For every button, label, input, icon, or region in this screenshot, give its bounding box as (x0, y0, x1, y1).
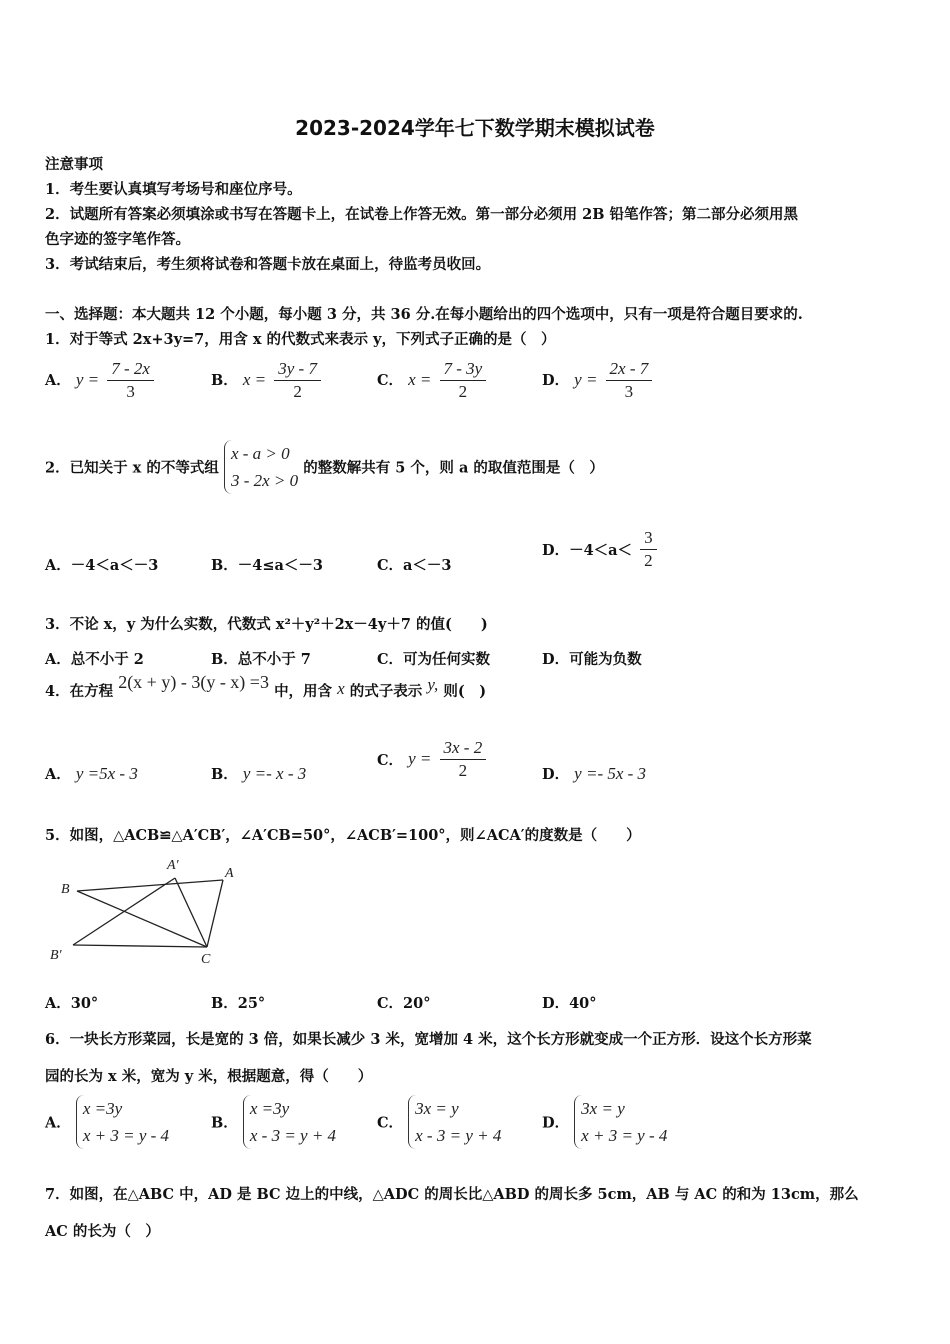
option-label: A． (45, 766, 71, 783)
option-label: C． (377, 752, 404, 769)
system-line: x - a > 0 (230, 444, 290, 463)
math-lhs: y = (408, 749, 432, 768)
system-line: 3x = y (415, 1099, 459, 1118)
segment-ba (77, 880, 223, 891)
math-lhs: y = (574, 370, 598, 389)
q4-option-c[interactable] (377, 737, 486, 782)
question-1-stem: 1．对于等式 2x+3y=7，用含 x 的代数式来表示 y，下列式子正确的是（ ） (45, 331, 556, 348)
segment-a2c (175, 878, 207, 947)
fraction (440, 737, 487, 782)
denominator: 2 (458, 382, 468, 401)
numerator: 2x - 7 (606, 358, 653, 381)
question-6-stem: 6．一块长方形菜园，长是宽的 3 倍，如果长减少 3 米，宽增加 4 米，这个长方形就变成一个正方形．设这个长方形菜 (45, 1031, 812, 1048)
numerator: 7 - 3y (440, 358, 487, 381)
stem-text: 的整数解共有 5 个，则 a 的取值范围是（ ） (303, 459, 604, 477)
q2-option-c[interactable]: C．a＜－3 (377, 557, 452, 574)
q4-option-b[interactable] (211, 763, 306, 784)
math-expr: y =- x - 3 (242, 764, 307, 783)
math-lhs: y = (75, 370, 100, 389)
equation: 2(x + y) - 3(y - x) =3 (118, 672, 269, 692)
section-heading: 一、选择题：本大题共 12 个小题，每小题 3 分，共 36 分.在每小题给出的四个选项中，只有一项是符合题目要求的. (45, 306, 803, 323)
variable: x (337, 679, 345, 698)
question-2-stem (45, 440, 604, 494)
numerator: 3 (640, 527, 657, 550)
option-label: C． (377, 372, 404, 389)
option-label: B． (211, 1114, 238, 1132)
q6-option-c[interactable] (377, 1095, 501, 1149)
q4-option-d[interactable] (542, 763, 646, 784)
system-line: x =3y (249, 1099, 290, 1118)
inequality-system (224, 440, 298, 494)
question-7-stem: 7．如图，在△ABC 中，AD 是 BC 边上的中线，△ADC 的周长比△ABD 的周长多 5cm，AB 与 AC 的和为 13cm，那么 (45, 1186, 859, 1203)
label-c: C (201, 952, 211, 967)
q6-option-d[interactable] (542, 1095, 667, 1149)
option-label: D． (542, 1114, 570, 1132)
q4-option-a[interactable] (45, 763, 138, 784)
notice-heading: 注意事项 (45, 156, 103, 173)
option-label: A． (45, 372, 71, 389)
q1-option-d[interactable] (542, 358, 652, 403)
q2-option-a[interactable]: A．－4＜a＜－3 (45, 557, 159, 574)
equation-system (408, 1095, 501, 1149)
variable: y, (427, 675, 439, 694)
segment-b2c (73, 945, 207, 947)
system-line: x - 3 = y + 4 (249, 1126, 337, 1145)
q1-option-c[interactable] (377, 358, 486, 403)
q5-option-c[interactable]: C．20° (377, 995, 431, 1012)
option-label: D． (542, 766, 570, 783)
system-line: x + 3 = y - 4 (82, 1126, 170, 1145)
stem-text: 则( ) (443, 683, 487, 700)
fraction (640, 527, 657, 572)
system-line: x + 3 = y - 4 (581, 1126, 668, 1145)
label-b: B (61, 882, 70, 897)
option-label: C． (377, 1114, 404, 1132)
equation-system (76, 1095, 169, 1149)
denominator: 2 (458, 761, 468, 780)
math-lhs: x = (408, 370, 432, 389)
notice-item: 1．考生要认真填写考场号和座位序号。 (45, 181, 302, 198)
notice-item: 2．试题所有答案必须填涂或书写在答题卡上，在试卷上作答无效。第一部分必须用 2B 铅笔作答；第二部分必须用黑 (45, 206, 799, 223)
segment-ac (207, 880, 223, 947)
q2-option-d[interactable] (542, 527, 657, 572)
question-4-stem (45, 672, 487, 701)
q5-option-b[interactable]: B．25° (211, 995, 266, 1012)
notice-item: 3．考试结束后，考生须将试卷和答题卡放在桌面上，待监考员收回。 (45, 256, 491, 273)
q3-option-b[interactable]: B．总不小于 7 (211, 651, 311, 668)
math-lhs: x = (242, 370, 267, 389)
denominator: 2 (644, 551, 653, 570)
q3-option-d[interactable]: D．可能为负数 (542, 651, 642, 668)
math-expr: y =- 5x - 3 (574, 764, 647, 783)
numerator: 7 - 2x (107, 358, 154, 381)
q3-option-a[interactable]: A．总不小于 2 (45, 651, 144, 668)
q3-option-c[interactable]: C．可为任何实数 (377, 651, 491, 668)
q2-option-b[interactable]: B．－4≤a＜－3 (211, 557, 323, 574)
label-a: A (225, 866, 234, 881)
option-label: B． (211, 372, 238, 389)
fraction (274, 358, 321, 403)
fraction (606, 358, 653, 403)
numerator: 3y - 7 (274, 358, 321, 381)
denominator: 3 (624, 382, 634, 401)
equation-system (574, 1095, 667, 1149)
stem-text: 4．在方程 (45, 683, 114, 700)
stem-text: 中，用含 (274, 683, 333, 700)
system-line: x - 3 = y + 4 (415, 1126, 502, 1145)
option-text: D．－4＜a＜ (542, 542, 633, 559)
triangle-figure (45, 855, 245, 970)
question-3-stem: 3．不论 x，y 为什么实数，代数式 x²＋y²＋2x－4y＋7 的值( ) (45, 616, 488, 633)
q5-option-d[interactable]: D．40° (542, 995, 597, 1012)
question-5-stem: 5．如图，△ACB≌△A′CB′，∠A′CB=50°，∠ACB′=100°，则∠ACA′的度数是（ ） (45, 827, 641, 844)
question-6-stem-cont: 园的长为 x 米，宽为 y 米，根据题意，得（ ） (45, 1068, 373, 1085)
denominator: 2 (293, 382, 302, 401)
q1-option-a[interactable] (45, 358, 154, 403)
page-title: 2023-2024学年七下数学期末模拟试卷 (295, 116, 655, 140)
label-a-prime: A′ (167, 858, 179, 873)
numerator: 3x - 2 (440, 737, 487, 760)
q6-option-a[interactable] (45, 1095, 169, 1149)
q6-option-b[interactable] (211, 1095, 336, 1149)
stem-text: 的式子表示 (349, 683, 423, 700)
denominator: 3 (126, 382, 135, 401)
option-label: D． (542, 372, 570, 389)
equation-system (243, 1095, 336, 1149)
fraction (440, 358, 487, 403)
notice-item: 色字迹的签字笔作答。 (45, 231, 190, 248)
system-line: 3 - 2x > 0 (230, 471, 299, 490)
q1-option-b[interactable] (211, 358, 321, 403)
system-line: x =3y (82, 1099, 123, 1118)
q5-option-a[interactable]: A．30° (45, 995, 99, 1012)
system-line: 3x = y (581, 1099, 625, 1118)
fraction (107, 358, 154, 403)
option-label: A． (45, 1114, 71, 1132)
option-label: B． (211, 766, 238, 783)
label-b-prime: B′ (50, 948, 62, 963)
question-7-stem-cont: AC 的长为（ ） (45, 1223, 160, 1240)
stem-text: 2．已知关于 x 的不等式组 (45, 459, 219, 477)
math-expr: y =5x - 3 (75, 764, 138, 783)
